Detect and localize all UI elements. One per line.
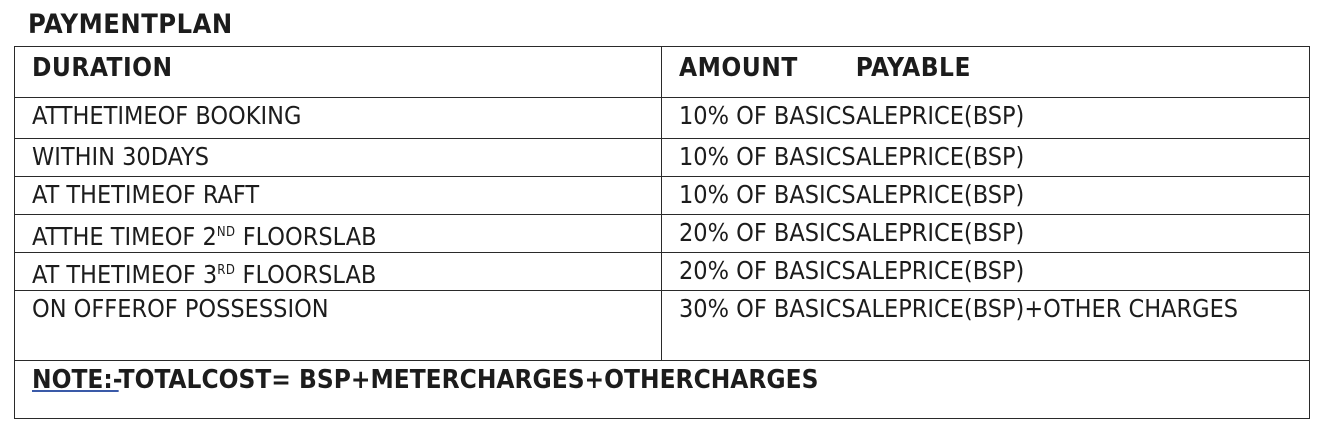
note-label: NOTE:- xyxy=(32,365,119,395)
duration-suffix: FLOORSLAB xyxy=(235,222,377,251)
table-row xyxy=(15,98,1310,139)
note-cell xyxy=(15,361,1310,419)
amount-cell: 20% OF BASICSALEPRICE(BSP) xyxy=(662,215,1310,253)
duration-cell xyxy=(15,215,662,253)
page-title: PAYMENTPLAN xyxy=(28,9,233,40)
payable-header-word: PAYABLE xyxy=(855,53,971,83)
table-row xyxy=(15,215,1310,253)
amount-payable-header xyxy=(662,47,1310,98)
amount-cell: 10% OF BASICSALEPRICE(BSP) xyxy=(662,98,1310,139)
table-row xyxy=(15,253,1310,291)
payment-plan-table xyxy=(14,46,1310,419)
amount-header-word: AMOUNT xyxy=(679,53,798,83)
table-row xyxy=(15,291,1310,361)
table-header-row xyxy=(15,47,1310,98)
table-row xyxy=(15,177,1310,215)
duration-header: DURATION xyxy=(15,47,662,98)
duration-cell: ON OFFEROF POSSESSION xyxy=(15,291,662,361)
amount-cell: 30% OF BASICSALEPRICE(BSP)+OTHER CHARGES xyxy=(662,291,1310,361)
note-text: TOTALCOST= BSP+METERCHARGES+OTHERCHARGES xyxy=(118,365,819,395)
duration-prefix: ATTHE TIMEOF 2 xyxy=(32,222,217,251)
duration-cell: ATTHETIMEOF BOOKING xyxy=(15,98,662,139)
duration-cell: AT THETIMEOF RAFT xyxy=(15,177,662,215)
table-row xyxy=(15,139,1310,177)
ordinal-suffix: RD xyxy=(217,263,236,278)
amount-cell: 10% OF BASICSALEPRICE(BSP) xyxy=(662,177,1310,215)
duration-prefix: AT THETIMEOF 3 xyxy=(32,260,218,289)
ordinal-suffix: ND xyxy=(216,225,236,240)
duration-cell: WITHIN 30DAYS xyxy=(15,139,662,177)
amount-cell: 20% OF BASICSALEPRICE(BSP) xyxy=(662,253,1310,291)
duration-cell xyxy=(15,253,662,291)
amount-cell: 10% OF BASICSALEPRICE(BSP) xyxy=(662,139,1310,177)
note-row xyxy=(15,361,1310,419)
duration-suffix: FLOORSLAB xyxy=(235,260,377,289)
